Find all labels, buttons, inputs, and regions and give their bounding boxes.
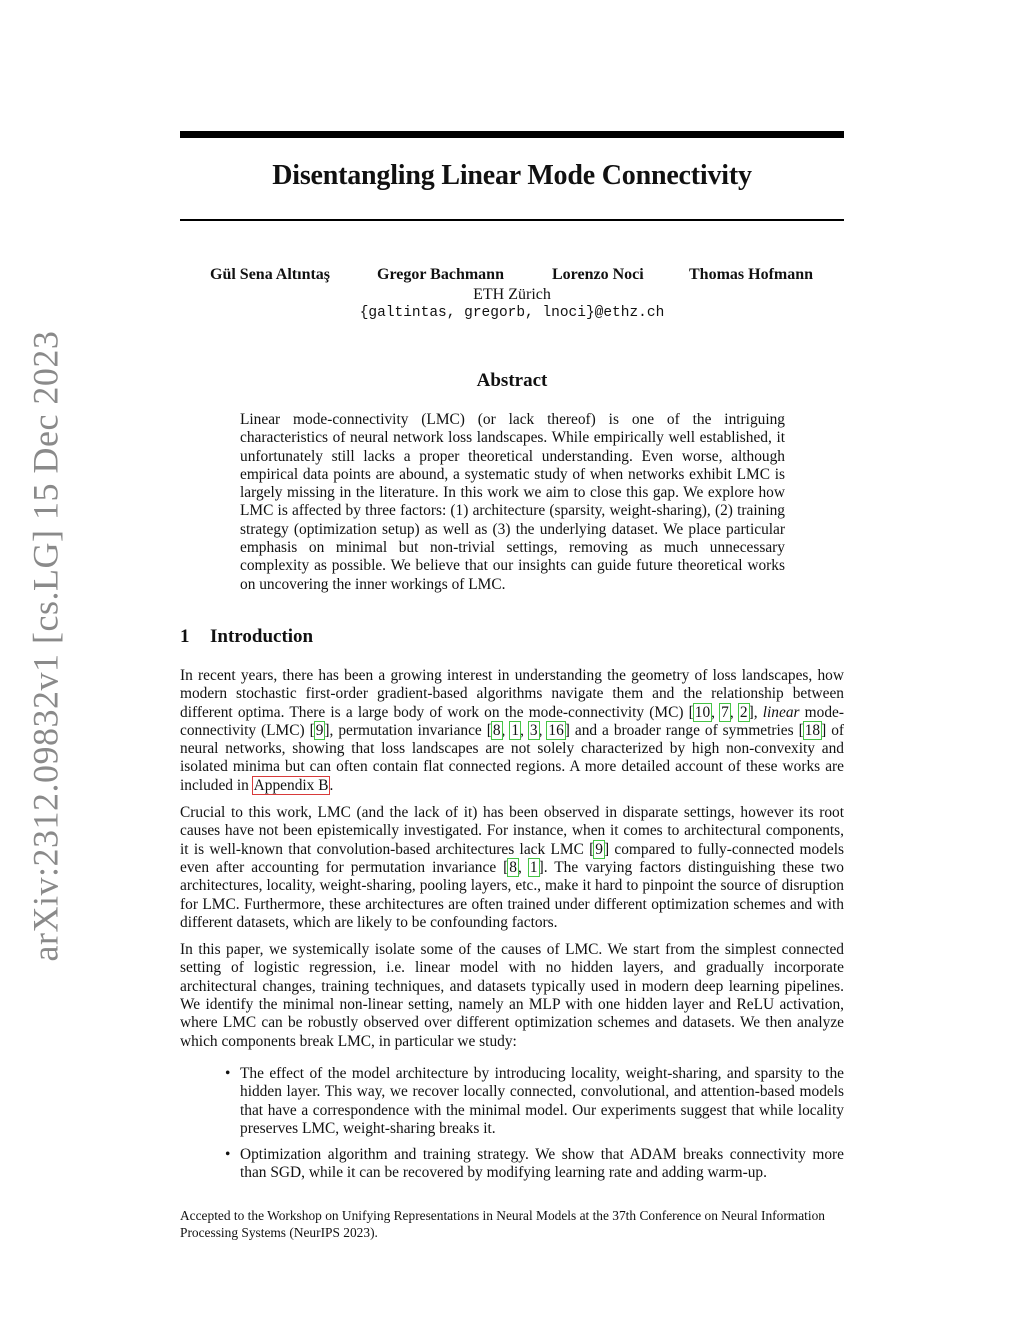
paragraph-text: In recent years, there has been a growing interest in understanding the geometry of loss landscapes, how modern stochastic first-order gradient-based algorithms navigate them and the relationship between different optima. There is a large body of work on the mode-connectivity (MC) [: [180, 667, 844, 721]
citation-link[interactable]: 18: [804, 721, 821, 739]
author-name: Gül Sena Altıntaş: [210, 266, 331, 283]
author-affiliation: ETH Zürich: [473, 286, 551, 303]
paper-title: Disentangling Linear Mode Connectivity: [272, 160, 752, 191]
citation-link[interactable]: 9: [595, 840, 603, 858]
section-title: Introduction: [210, 626, 314, 647]
paragraph-text: ] compared to fully-connected models even after accounting for permutation invariance [: [180, 840, 844, 876]
citation-link[interactable]: 3: [529, 721, 538, 739]
appendix-link[interactable]: Appendix B: [253, 776, 329, 794]
citation-link[interactable]: 1: [511, 721, 520, 739]
author-emails: {galtintas, gregorb, lnoci}@ethz.ch: [359, 305, 665, 321]
citation-link[interactable]: 16: [548, 721, 564, 739]
author-list: [180, 266, 844, 288]
paragraph-text: ], permutation invariance [: [324, 721, 492, 739]
arxiv-identifier-sidebar: [10, 330, 80, 962]
citation-link[interactable]: 9: [315, 721, 324, 739]
paragraph-text: Crucial to this work, LMC (and the lack of it) has been observed in disparate settings, however its root causes have not been epistemically investigated. For instance, when it comes to architectural components, it is well-known that convolution-based architectures lack LMC [: [180, 804, 844, 858]
paragraph-text: ]. The varying factors distinguishing these two architectures, locality, weight-sharing, pooling layers, etc., make it hard to pinpoint the source of disruption for LMC. Furthermore, these architectures are often trained under different optimization schemes and with different datasets, which are likely to be confounding factors.: [180, 858, 845, 931]
bullet-icon: •: [225, 1064, 231, 1082]
author-name: Lorenzo Noci: [552, 266, 644, 283]
title-rule-bottom: [180, 219, 844, 221]
citation-link[interactable]: 8: [492, 721, 501, 739]
abstract-body: Linear mode-connectivity (LMC) (or lack thereof) is one of the intriguing characteristics of neural network loss landscapes. While empirically well established, it unfortunately still lacks a proper theoretical understanding. Even worse, although empirical data points are abound, a systematic study of when networks exhibit LMC is largely missing in the literature. In this work we aim to close this gap. We explore how LMC is affected by three factors: (1) architecture (sparsity, weight-sharing), (2) training strategy (optimization setup) as well as (3) the underlying dataset. We place particular emphasis on minimal but non-trivial settings, removing as much unnecessary complexity as possible. We believe that our insights can guide future theoretical works on uncovering the inner workings of LMC.: [240, 411, 785, 593]
paragraph-text: mode-connectivity (LMC) [: [180, 703, 844, 739]
section-number: 1: [180, 626, 190, 647]
citation-link[interactable]: 7: [721, 703, 729, 721]
paragraph-text: ] and a broader range of symmetries [: [564, 721, 804, 739]
citation-link[interactable]: 8: [509, 858, 517, 876]
list-item-text: The effect of the model architecture by introducing locality, weight-sharing, and sparsity to the hidden layer. This way, we recover locally connected, convolutional, and attention-based models that have a correspondence with the minimal model. Our experiments suggest that while locality preserves LMC, weight-sharing breaks it.: [240, 1064, 844, 1137]
paragraph: In recent years, there has been a growing interest in understanding the geometry of loss landscapes, how modern stochastic first-order gradient-based algorithms navigate them and the relationship between different optima. There is a large body of work on the mode-connectivity (MC) [10, 7, 2], linear mode-connectivity (LMC) [9], permutation invariance [8, 1, 3, 16] and a broader range of symmetries [18] of neural networks, showing that loss landscapes are not solely characterized by high non-convexity and isolated minima but can often contain flat connected regions. A more detailed account of these works are included in Appendix B.: [180, 667, 845, 794]
abstract-heading: Abstract: [476, 370, 548, 391]
citation-link[interactable]: 2: [739, 703, 748, 721]
author-name: Thomas Hofmann: [689, 266, 814, 283]
section-heading-introduction: [180, 626, 313, 648]
author-name: Gregor Bachmann: [377, 266, 504, 283]
contribution-list: [180, 1065, 844, 1183]
paragraph: In this paper, we systemically isolate some of the causes of LMC. We start from the simplest connected setting of logistic regression, i.e. linear model with no hidden layers, and gradually incorporate architectural changes, training techniques, and datasets typically used in modern deep learning pipelines. We identify the minimal non-linear setting, namely an MLP with one hidden layer and ReLU activation, where LMC can be robustly observed over different optimization schemes and datasets. We then analyze which components break LMC, in particular we study:: [180, 941, 844, 1050]
list-item-text: Optimization algorithm and training strategy. We show that ADAM breaks connectivity more than SGD, while it can be recovered by modifying learning rate and adding warm-up.: [240, 1146, 844, 1182]
citation-link[interactable]: 10: [694, 703, 711, 721]
paragraph: Crucial to this work, LMC (and the lack of it) has been observed in disparate settings, however its root causes have not been epistemically investigated. For instance, when it comes to architectural components, it is well-known that convolution-based architectures lack LMC [9] compared to fully-connected models even after accounting for permutation invariance [8, 1]. The varying factors distinguishing these two architectures, locality, weight-sharing, pooling layers, etc., make it hard to pinpoint the source of disruption for LMC. Furthermore, these architectures are often trained under different optimization schemes and with different datasets, which are likely to be confounding factors.: [180, 804, 845, 931]
arxiv-id-text: arXiv:2312.09832v1 [cs.LG] 15 Dec 2023: [25, 330, 66, 962]
emphasis-text: linear: [762, 703, 800, 721]
list-item: [225, 1064, 844, 1138]
paragraph-text: ],: [748, 703, 758, 721]
paragraph-text: .: [329, 776, 334, 794]
list-item: [225, 1146, 844, 1183]
venue-footnote: Accepted to the Workshop on Unifying Representations in Neural Models at the 37th Conference on Neural Information Processing Systems (NeurIPS 2023).: [180, 1208, 825, 1240]
bullet-icon: •: [225, 1146, 231, 1164]
paragraph-text: ] of neural networks, showing that loss landscapes are not solely characterized by high non-convexity and isolated minima but can often contain flat connected regions. A more detailed account of these works are included in: [180, 721, 845, 794]
citation-link[interactable]: 1: [529, 858, 538, 876]
title-rule-top: [180, 131, 844, 138]
introduction-body: [180, 667, 844, 1191]
